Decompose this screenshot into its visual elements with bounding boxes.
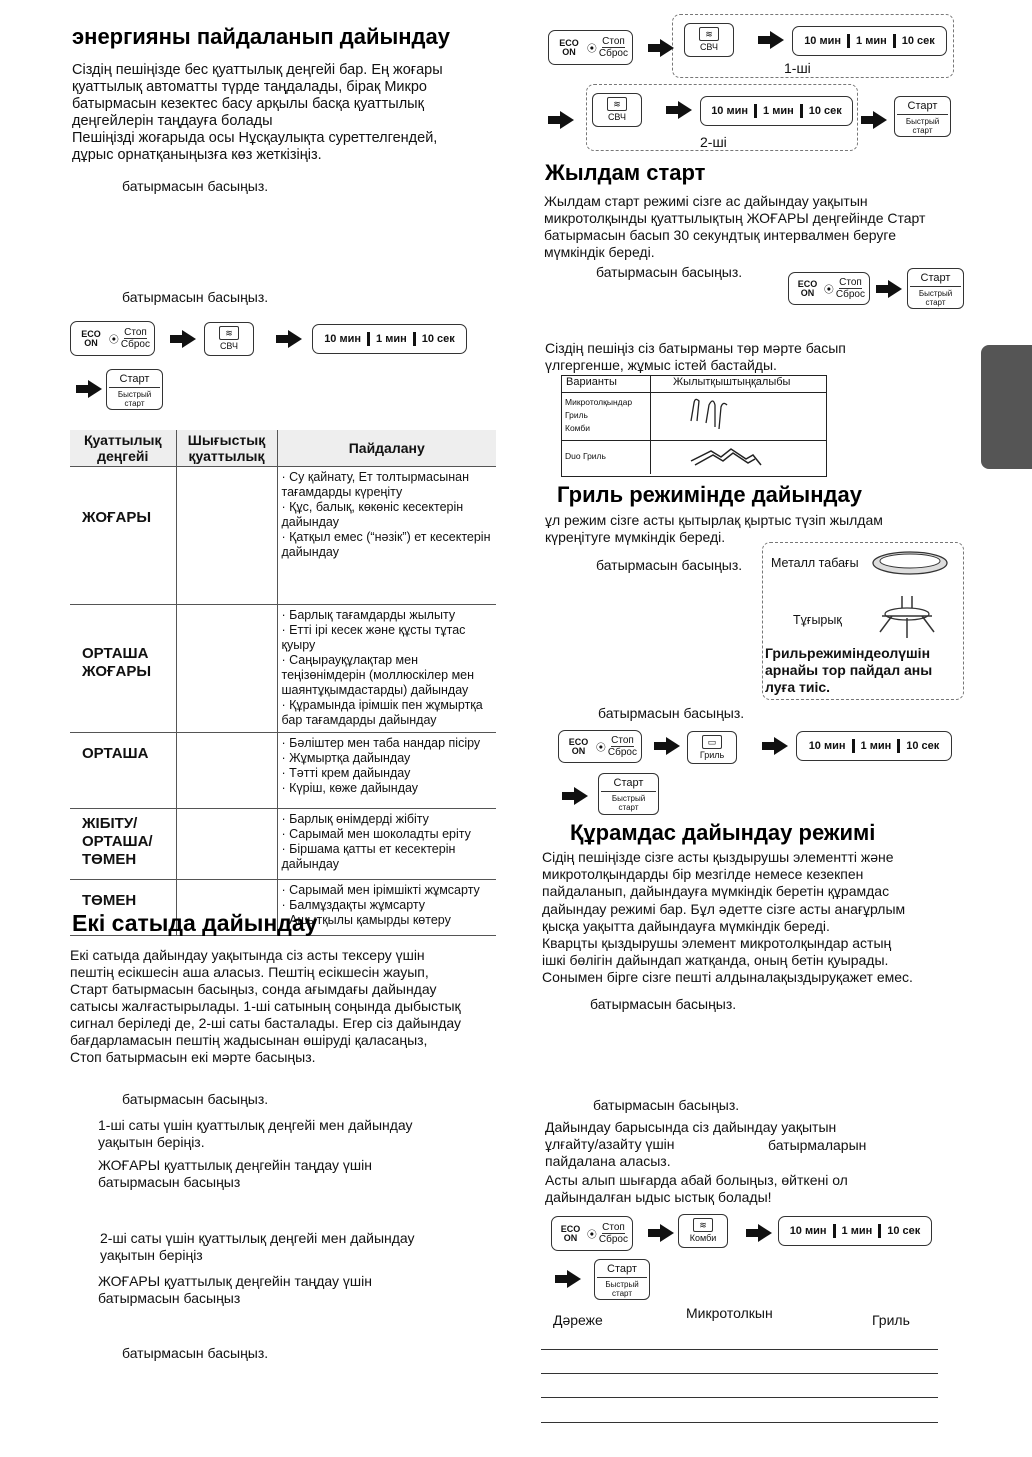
col-header: Жылытқыштыңқалыбы — [673, 376, 791, 388]
step-text: батырмасын басыңыз. — [122, 178, 269, 194]
start-button[interactable] — [106, 369, 163, 410]
eco-stop-button[interactable] — [788, 272, 870, 305]
svch-label: СВЧ — [699, 42, 719, 52]
stop-label: Стоп — [124, 327, 147, 338]
step-text: батырмасын басыңыз. — [122, 1345, 269, 1361]
table-row: ЖОҒАРЫ · Су қайнату, Ет толтырмасынан тағамдарды күреңіту · Құс, балық, көкөніс кесектерін дайындау · Қатқыл емес (“нәзік”) ет кесектерін дайындау — [70, 467, 496, 605]
one-min-button[interactable]: 1 мин — [841, 1225, 873, 1237]
step-text: 1-ші саты үшін қуаттылық деңгейі мен дайындау уақытын беріңіз. — [98, 1117, 413, 1150]
power-intro: Сіздің пешіңізде бес қуаттылық деңгейі бар. Ең жоғары қуаттылық автоматты түрде таңдалады, бірақ Микро батырмасын кезектес басу арқылы басқа қуаттылық деңгейлерін таңдауға болады Пешіңізді жоғарыда осы Нұсқаулықта суреттелгендей, дұрыс орнатқаныңызға көз жеткізіңіз. — [72, 62, 443, 163]
section-title-two-stage: Екі сатыда дайындау — [72, 910, 318, 936]
arrow-icon — [678, 101, 692, 119]
grill-intro: Сіздің пешіңіз сіз батырманы төр мәрте басып үлгергенше, жұмыс істей бастайды. — [545, 340, 846, 373]
reset-label: Сброс — [607, 747, 637, 758]
grill-rack-icon — [872, 592, 942, 642]
reset-label: Сброс — [598, 48, 628, 59]
time-buttons[interactable] — [792, 26, 947, 56]
reset-label: Сброс — [598, 1234, 628, 1245]
fast-start-label: Быстрый старт — [605, 1280, 639, 1298]
arrow-icon — [574, 787, 588, 805]
eco-on-label: ECO ON — [560, 1223, 581, 1243]
start-button[interactable] — [594, 1259, 650, 1300]
arrow-icon — [774, 737, 788, 755]
col-header: Варианты — [562, 376, 651, 392]
divider — [541, 1373, 938, 1374]
step-text: батырмасын басыңыз. — [122, 289, 269, 305]
table-row: ОРТАША · Бәліштер мен таба нандар пісіру · Жұмыртқа дайындау · Тәтті крем дайындау · Күріш, көже дайындау — [70, 733, 496, 809]
ten-min-button[interactable]: 10 мин — [804, 35, 842, 47]
start-button[interactable] — [598, 773, 659, 815]
arrow-icon — [567, 1270, 581, 1288]
divider — [541, 1397, 938, 1398]
fast-start-label: Быстрый старт — [905, 117, 940, 135]
combo-warning: Асты алып шығарда абай болыңыз, өйткені ол дайындалған ыдыс ыстық болады! — [545, 1172, 848, 1205]
ten-sec-button[interactable]: 10 сек — [808, 105, 842, 117]
start-label: Старт — [910, 272, 961, 287]
two-stage-text: Екі сатыда дайындау уақытында сіз асты тексеру үшін пештің есікшесін аша аласыз. Пештің есікшесін жауып, Старт батырмасын басыңыз, сонда ағымдағы дайындау сатысы жалғастырылады. 1-ші сатының соңында дыбыстық сигнал беріледі де, 2-ші саты басталады. Егер сіз дайындау бағдарламасын пештің жадысынан өшіруді қаласаңыз, Стоп батырмасын екі мәрте басыңыз. — [70, 947, 461, 1065]
svch-label: СВЧ — [219, 341, 239, 351]
ten-min-button[interactable]: 10 мин — [324, 333, 362, 345]
col-level: Дәреже — [553, 1312, 603, 1328]
microwave-icon: ≋ — [607, 97, 627, 111]
one-min-button[interactable]: 1 мин — [763, 105, 794, 117]
one-min-button[interactable]: 1 мин — [856, 35, 887, 47]
heater-shape-icon — [651, 393, 731, 439]
side-tab — [981, 345, 1032, 469]
eco-icon: ⦿ — [823, 285, 834, 296]
combo-usage: Дайындау барысында сіз дайындау уақытын ұлғайту/азайту үшін пайдалана аласыз. — [545, 1119, 837, 1169]
fast-start-label: Быстрый старт — [611, 794, 646, 812]
combo-text: Сідің пешіңізде сізге асты қыздырушы элементті және микротолқындарды бір мезгілде немесе кезекпен пайдаланып, дайындауға мүмкіндік беретін құрамдас дайындау режимі бар. Бұл әдетте сізге асты анағұрлым қысқа уақытта дайындауға мүмкіндік береді. Кварцты қыздырушы элемент микротолқындар астың ішкі бөлігін дайындап жатқанда, оның бетін қуырады. Сонымен бірге сізге пешті алдыналақыздыруқажет емес. — [542, 849, 913, 986]
arrow-icon — [888, 280, 902, 298]
step-text: батырмасын басыңыз. — [596, 264, 743, 280]
power-levels-table — [70, 430, 496, 936]
eco-icon: ⦿ — [595, 743, 606, 754]
microwave-icon: ≋ — [699, 27, 719, 41]
fast-start-label: Быстрый старт — [918, 289, 953, 307]
start-button[interactable] — [894, 96, 951, 137]
col-microwave: Микротолкын — [686, 1305, 773, 1321]
start-button[interactable] — [907, 268, 964, 309]
arrow-icon — [770, 31, 784, 49]
arrow-icon — [873, 111, 887, 129]
reset-label: Сброс — [835, 289, 865, 300]
metal-tray-icon — [870, 548, 950, 578]
svch-label: СВЧ — [607, 112, 627, 122]
grill-note: Грильрежиміндеолүшін арнайы тор пайдал аны луға тиіс. — [765, 645, 933, 695]
arrow-icon — [88, 380, 102, 398]
step-text: батырмасын басыңыз. — [590, 996, 737, 1012]
variants-table: Варианты Жылытқыштыңқалыбы Микротолқындар Гриль Комби Duo Гриль — [561, 375, 827, 477]
eco-stop-button[interactable] — [551, 1216, 633, 1251]
section-title-power: энергияны пайдаланып дайындау — [72, 24, 450, 49]
table-row: ТӨМЕН · Сарымай мен ірімшікті жұмсарту · Балмұздақты жұмсарту · Ашытқылы қамырды көтеру — [70, 880, 496, 936]
stop-label: Стоп — [602, 36, 625, 47]
arrow-icon — [660, 1224, 674, 1242]
col-header: Қуаттылық деңгейі — [70, 430, 176, 467]
start-label: Старт — [601, 777, 656, 792]
stand-label: Тұғырық — [793, 613, 842, 627]
eco-stop-button[interactable] — [548, 30, 633, 65]
ten-sec-button[interactable]: 10 сек — [901, 35, 935, 47]
table-row: ОРТАША ЖОҒАРЫ · Барлық тағамдарды жылыту · Етті ірі кесек және құсты тұтас қуыру · Саңырауқұлақтар мен теңізөнімдерін (моллюскілер мен шаянтұқымдастарды) дайындау · Құрамында ірімшік пен жұмыртқа бар тағамдарды дайындау — [70, 605, 496, 733]
arrow-icon — [758, 1224, 772, 1242]
eco-on-label: ECO ON — [797, 278, 818, 298]
section-title-grill: Гриль режимінде дайындау — [557, 482, 862, 507]
eco-on-label: ECO ON — [559, 37, 579, 57]
grill-button[interactable] — [687, 731, 737, 764]
eco-stop-button[interactable] — [558, 730, 642, 763]
one-min-button[interactable]: 1 мин — [376, 333, 407, 345]
arrow-icon — [182, 330, 196, 348]
time-buttons[interactable] — [312, 324, 467, 354]
ten-min-button[interactable]: 10 мин — [808, 740, 846, 752]
step-text: ЖОҒАРЫ қуаттылық деңгейін таңдау үшін батырмасын басыңыз — [98, 1273, 372, 1306]
start-label: Старт — [897, 100, 948, 115]
arrow-icon — [660, 39, 674, 57]
grill-text: ұл режим сізге асты қытырлақ қыртыс түзіп жылдам күреңітуге мүмкіндік береді. — [545, 512, 883, 545]
microwave-icon: ≋ — [219, 326, 239, 340]
combi-button[interactable] — [678, 1214, 728, 1248]
combo-buttons-label: батырмаларын — [768, 1137, 867, 1153]
eco-on-label: ECO ON — [81, 328, 101, 348]
eco-on-label: ECO ON — [568, 736, 589, 756]
start-label: Старт — [109, 373, 160, 388]
ten-min-button[interactable]: 10 мин — [789, 1225, 827, 1237]
stop-label: Стоп — [611, 735, 634, 746]
time-buttons[interactable] — [700, 96, 853, 126]
metal-tray-label: Металл табағы — [771, 556, 859, 570]
start-label: Старт — [597, 1263, 647, 1278]
stage2-label: 2-ші — [700, 134, 727, 150]
stop-label: Стоп — [602, 1222, 625, 1233]
duo-heater-icon — [651, 441, 771, 473]
microwave-button[interactable] — [592, 93, 642, 127]
step-text: батырмасын басыңыз. — [598, 705, 745, 721]
grill-label: Гриль — [699, 750, 725, 760]
step-text: батырмасын басыңыз. — [596, 557, 743, 573]
section-title-combo: Құрамдас дайындау режимі — [570, 820, 876, 845]
microwave-button[interactable] — [684, 23, 734, 57]
reset-label: Сброс — [120, 339, 150, 350]
ten-sec-button[interactable]: 10 сек — [906, 740, 940, 752]
fast-start-label: Быстрый старт — [117, 390, 152, 408]
divider — [541, 1422, 938, 1423]
ten-min-button[interactable]: 10 мин — [711, 105, 749, 117]
arrow-icon — [666, 737, 680, 755]
table-row: ЖІБІТУ/ ОРТАША/ ТӨМЕН · Барлық өнімдерді жібіту · Сарымай мен шоколадты еріту · Біршама қатты ет кесектерін дайындау — [70, 809, 496, 880]
col-grill: Гриль — [872, 1312, 910, 1328]
divider — [541, 1349, 938, 1350]
microwave-button[interactable] — [204, 322, 254, 356]
quick-start-text: Жылдам старт режимі сізге ас дайындау уақытын микротолқынды қуаттылықтың ЖОҒАРЫ деңгейінде Старт батырмасын басып 30 секундтық интервалмен беруге мүмкіндік береді. — [544, 193, 926, 260]
one-min-button[interactable]: 1 мин — [860, 740, 892, 752]
eco-stop-button[interactable] — [70, 321, 155, 356]
step-text: 2-ші саты үшін қуаттылық деңгейі мен дайындау уақытын беріңіз — [100, 1230, 415, 1263]
eco-icon: ⦿ — [586, 1230, 597, 1241]
arrow-icon — [560, 111, 574, 129]
step-text: батырмасын басыңыз. — [593, 1097, 740, 1113]
eco-icon: ⦿ — [586, 44, 597, 55]
col-header: Пайдалану — [277, 430, 496, 467]
arrow-icon — [288, 330, 302, 348]
stop-label: Стоп — [839, 277, 862, 288]
ten-sec-button[interactable]: 10 сек — [887, 1225, 921, 1237]
grill-icon: ▭ — [702, 735, 722, 749]
time-buttons[interactable] — [796, 731, 952, 761]
ten-sec-button[interactable]: 10 сек — [421, 333, 455, 345]
col-header: Шығыстық қуаттылық — [176, 430, 277, 467]
eco-icon: ⦿ — [108, 335, 119, 346]
time-buttons[interactable] — [778, 1216, 932, 1246]
combi-icon: ≋ — [693, 1218, 713, 1232]
section-title-quick-start: Жылдам старт — [545, 160, 706, 185]
step-text: батырмасын басыңыз. — [122, 1091, 269, 1107]
step-text: ЖОҒАРЫ қуаттылық деңгейін таңдау үшін батырмасын басыңыз — [98, 1157, 372, 1190]
combi-label: Комби — [689, 1233, 717, 1243]
stage1-label: 1-ші — [784, 60, 811, 76]
